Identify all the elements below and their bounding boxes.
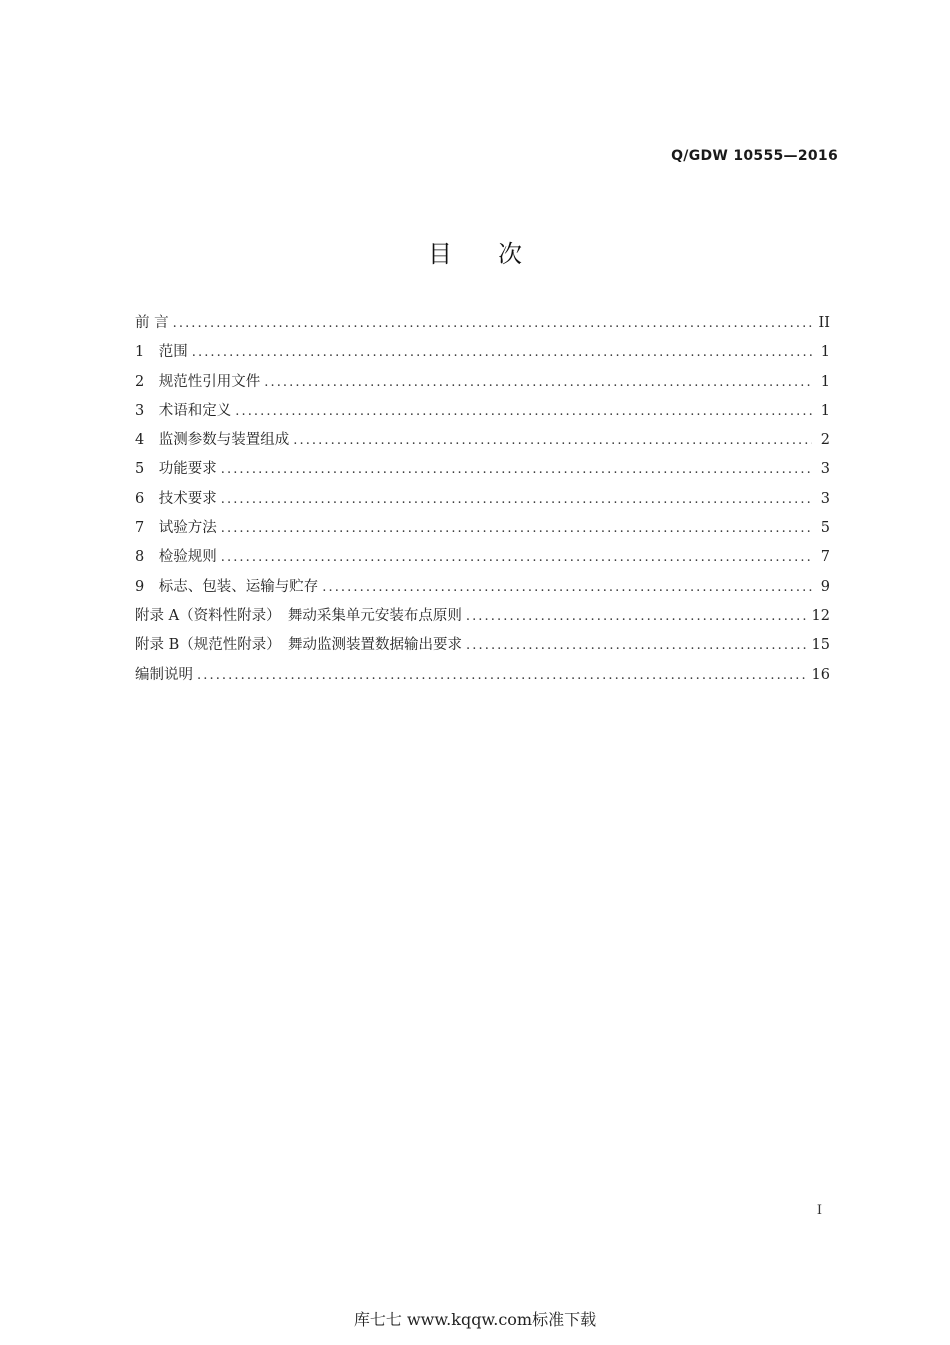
toc-entry-drafting-notes[interactable] <box>135 663 830 692</box>
toc-entry-foreword[interactable] <box>135 311 830 340</box>
toc-entry-page: 7 <box>820 549 830 566</box>
toc-entry-label: 编制说明 <box>135 666 193 683</box>
toc-entry-test-methods[interactable] <box>135 516 830 545</box>
toc-entry-page: 1 <box>820 373 830 390</box>
toc-leader-dots <box>221 462 812 477</box>
toc-entry-label: 8 检验规则 <box>135 549 217 566</box>
toc-leader-dots <box>235 404 812 419</box>
toc-leader-dots <box>466 609 808 624</box>
toc-entry-page: 16 <box>811 666 830 683</box>
toc-entry-page: II <box>818 315 830 331</box>
toc-entry-page: 12 <box>811 607 830 624</box>
toc-entry-functional-requirements[interactable] <box>135 457 830 486</box>
toc-leader-dots <box>221 550 812 565</box>
toc-leader-dots <box>293 433 812 448</box>
toc-entry-page: 3 <box>820 461 830 478</box>
document-code: Q/GDW 10555—2016 <box>671 148 838 164</box>
toc-leader-dots <box>197 668 808 683</box>
toc-entry-page: 2 <box>820 432 830 449</box>
toc-entry-monitoring-parameters[interactable] <box>135 428 830 457</box>
toc-leader-dots <box>221 521 812 536</box>
toc-entry-label: 1 范围 <box>135 344 188 361</box>
toc-entry-terms-definitions[interactable] <box>135 399 830 428</box>
toc-entry-appendix-a[interactable] <box>135 604 830 633</box>
toc-entry-label: 附录 A（资料性附录） 舞动采集单元安装布点原则 <box>135 607 462 624</box>
toc-entry-marking-packaging[interactable] <box>135 575 830 604</box>
toc-leader-dots <box>221 492 812 507</box>
toc-entry-label: 前 言 <box>135 315 169 331</box>
toc-entry-label: 9 标志、包装、运输与贮存 <box>135 578 319 595</box>
page-number: I <box>816 1203 822 1218</box>
toc-entry-label: 附录 B（规范性附录） 舞动监测装置数据输出要求 <box>135 637 463 654</box>
toc-entry-label: 7 试验方法 <box>135 520 217 537</box>
table-of-contents <box>135 311 830 692</box>
toc-entry-page: 5 <box>820 520 830 537</box>
toc-entry-scope[interactable] <box>135 340 830 369</box>
watermark-text: 库七七 www.kqqw.com标准下载 <box>353 1310 597 1329</box>
toc-entry-page: 9 <box>820 578 830 595</box>
toc-entry-label: 3 术语和定义 <box>135 402 232 419</box>
toc-entry-label: 2 规范性引用文件 <box>135 373 261 390</box>
toc-entry-label: 5 功能要求 <box>135 461 217 478</box>
toc-entry-normative-references[interactable] <box>135 370 830 399</box>
toc-leader-dots <box>466 638 808 653</box>
toc-entry-appendix-b[interactable] <box>135 633 830 662</box>
toc-entry-page: 1 <box>820 344 830 361</box>
toc-leader-dots <box>264 375 812 390</box>
toc-entry-label: 4 监测参数与装置组成 <box>135 432 290 449</box>
toc-entry-label: 6 技术要求 <box>135 490 217 507</box>
toc-leader-dots <box>322 580 812 595</box>
toc-entry-page: 1 <box>820 402 830 419</box>
toc-entry-technical-requirements[interactable] <box>135 487 830 516</box>
toc-leader-dots <box>192 345 812 360</box>
toc-entry-page: 3 <box>820 490 830 507</box>
toc-entry-page: 15 <box>811 637 830 654</box>
toc-entry-inspection-rules[interactable] <box>135 545 830 574</box>
page-title: 目次 <box>428 240 568 268</box>
toc-leader-dots <box>173 316 812 331</box>
